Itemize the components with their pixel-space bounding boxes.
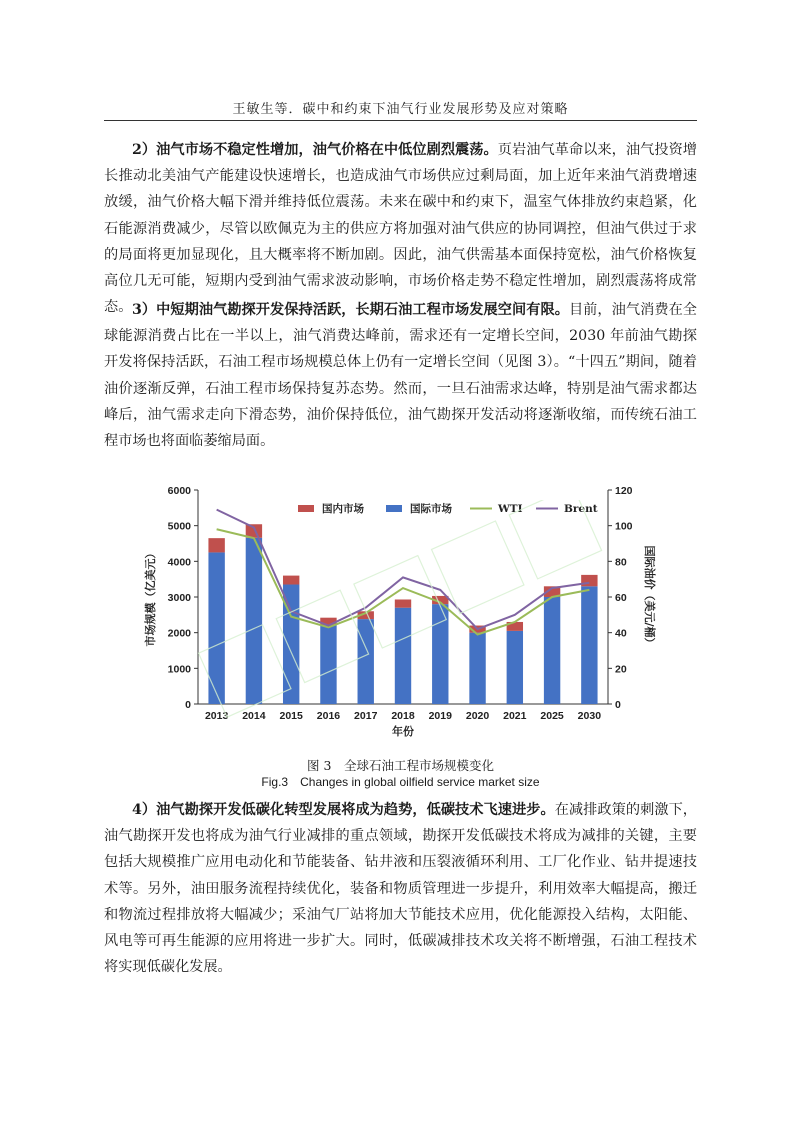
legend-label: 国内市场 (322, 503, 364, 515)
paragraph-body: 在减排政策的刺激下，油气勘探开发也将成为油气行业减排的重点领域，勘探开发低碳技术将成为减排的关键，主要包括大规模推广应用电动化和节能装备、钻井液和压裂液循环利用、工厂化作业、钻井提速技术等。另外，油田服务流程持续优化，装备和物质管理进一步提升，利用效率大幅提高，搬迁和物流过程排放将大幅减少；采油气厂站将加大节能技术应用，优化能源投入结构，太阳能、风电等可再生能源的应用将进一步扩大。同时，低碳减排技术攻关将不断增强，石油工程技术将实现低碳化发展。 (104, 802, 697, 976)
y-axis-label: 市场规模（亿美元） (144, 547, 157, 647)
bar-international (395, 608, 411, 704)
y2-tick-label: 20 (615, 663, 627, 676)
x-tick-label: 2017 (354, 710, 378, 722)
y-tick-label: 2000 (167, 627, 191, 640)
x-tick-label: 2018 (391, 710, 415, 722)
x-tick-label: 2019 (428, 710, 452, 722)
y-tick-label: 0 (185, 699, 191, 711)
bar-international (432, 604, 448, 704)
y-tick-label: 3000 (167, 592, 191, 604)
legend-swatch (386, 505, 402, 512)
paragraph-market-volatility (104, 137, 697, 320)
y-tick-label: 1000 (167, 663, 191, 676)
chart-svg (130, 478, 660, 740)
bar-international (469, 633, 485, 704)
y2-tick-label: 100 (615, 520, 633, 533)
y2-tick-label: 0 (615, 699, 621, 711)
bar-international (208, 552, 224, 704)
y-tick-label: 6000 (167, 485, 191, 497)
legend-label: Brent (564, 503, 598, 515)
y2-tick-label: 40 (615, 627, 627, 640)
chart-canvas (130, 478, 660, 740)
y2-tick-label: 60 (615, 592, 627, 604)
y-tick-label: 4000 (167, 556, 191, 569)
bar-domestic (395, 599, 411, 607)
paragraph-lead: 2）油气市场不稳定性增加，油气价格在中低位剧烈震荡。 (132, 142, 498, 158)
y2-axis-label: 国际油价（美元/桶） (643, 545, 656, 649)
bar-international (358, 619, 374, 704)
x-tick-label: 2020 (465, 710, 490, 722)
figure-3-chart (130, 478, 660, 740)
bar-international (246, 538, 262, 704)
bar-international (320, 626, 336, 704)
x-tick-label: 2013 (204, 710, 229, 722)
paragraph-lead: 4）油气勘探开发低碳化转型发展将成为趋势，低碳技术飞速进步。 (132, 802, 555, 818)
bar-international (581, 586, 597, 704)
x-tick-label: 2025 (540, 710, 564, 722)
bar-international (544, 597, 560, 704)
x-tick-label: 2015 (279, 710, 303, 722)
paragraph-body: 目前，油气消费在全球能源消费占比在一半以上，油气消费达峰前，需求还有一定增长空间，2030 年前油气勘探开发将保持活跃，石油工程市场规模总体上仍有一定增长空间（见图 3）。“十四五”期间，随着油价逐渐反弹，石油工程市场保持复苏态势。然而，一旦石油需求达峰，特别是油气需求都达峰后，油气需求走向下滑态势，油价保持低位，油气勘探开发活动将逐渐收缩，而传统石油工程市场也将面临萎缩局面。 (104, 302, 697, 450)
x-tick-label: 2016 (316, 710, 341, 722)
figure-caption-en: Fig.3 Changes in global oilfield service market size (261, 775, 540, 789)
y-tick-label: 5000 (167, 520, 191, 533)
y2-tick-label: 80 (615, 556, 627, 569)
bar-international (507, 631, 523, 704)
x-tick-label: 2030 (577, 710, 602, 722)
header-rule (104, 120, 697, 121)
paragraph-exploration-activity (104, 297, 697, 454)
bar-domestic (283, 576, 299, 585)
running-header: 王敏生等．碳中和约束下油气行业发展形势及应对策略 (232, 102, 569, 117)
x-tick-label: 2014 (242, 710, 266, 722)
paragraph-lead: 3）中短期油气勘探开发保持活跃，长期石油工程市场发展空间有限。 (132, 302, 569, 318)
figure-caption-cn: 图 3 全球石油工程市场规模变化 (307, 758, 494, 773)
x-axis-label: 年份 (392, 725, 414, 738)
legend-swatch (298, 505, 314, 512)
x-tick-label: 2021 (503, 710, 527, 722)
y2-tick-label: 120 (615, 485, 633, 497)
paragraph-body: 页岩油气革命以来，油气投资增长推动北美油气产能建设快速增长，也造成油气市场供应过剩局面，加上近年来油气消费增速放缓，油气价格大幅下滑并维持低位震荡。未来在碳中和约束下，温室气体排放约束趋紧，化石能源消费减少，尽管以欧佩克为主的供应方将加强对油气供应的协同调控，但油气供过于求的局面将更加显现化，且大概率将不断加剧。因此，油气供需基本面保持宽松，油气价格恢复高位几无可能，短期内受到油气需求波动影响，市场价格走势不稳定性增加，剧烈震荡将成常态。 (104, 142, 697, 316)
legend-label: 国际市场 (410, 503, 452, 515)
bar-domestic (208, 538, 224, 552)
legend-label: WTI (498, 503, 523, 515)
bar-domestic (581, 575, 597, 586)
paragraph-low-carbon (104, 797, 697, 980)
